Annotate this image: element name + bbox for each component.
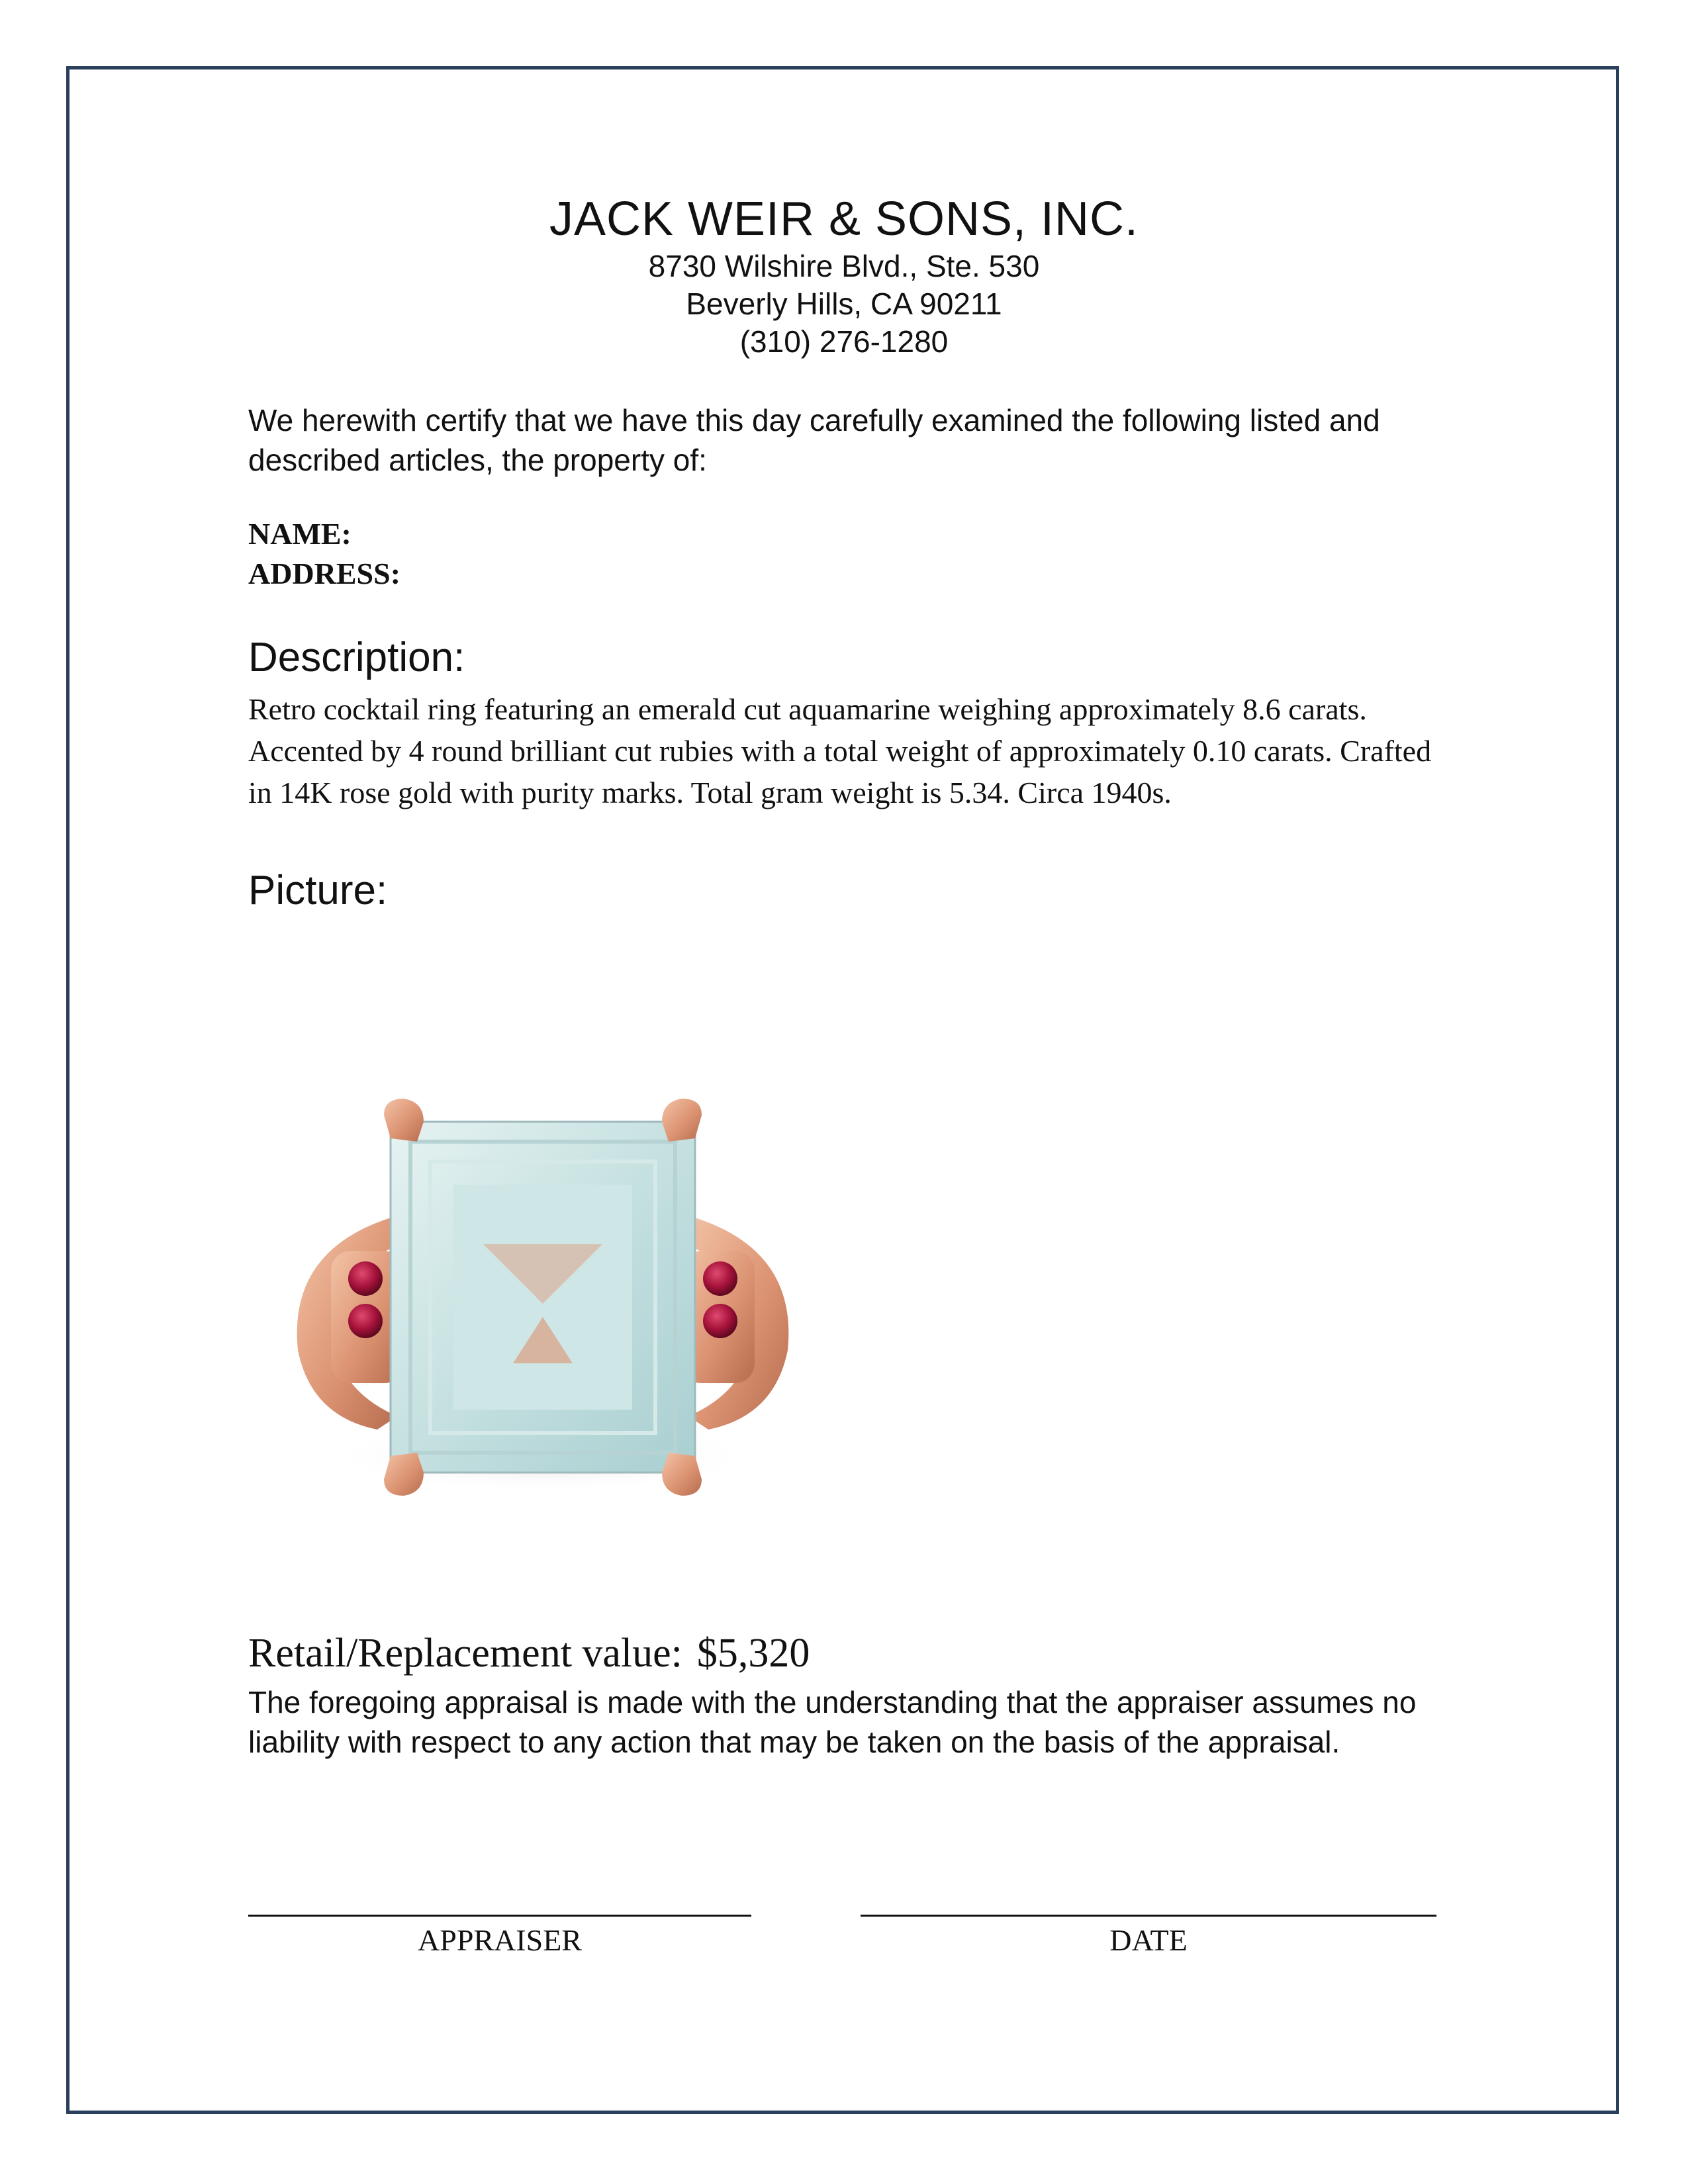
- value-amount: $5,320: [696, 1631, 810, 1676]
- ring-prong: [662, 1453, 702, 1496]
- ring-prong: [384, 1099, 424, 1142]
- ruby-stone: [348, 1304, 383, 1338]
- certification-statement: We herewith certify that we have this day carefully examined the following listed and described articles, the property of:: [248, 403, 1380, 477]
- ruby-stone: [703, 1261, 737, 1296]
- ring-prong: [384, 1453, 424, 1496]
- ruby-stone: [348, 1261, 383, 1296]
- appraiser-label: APPRAISER: [418, 1923, 582, 1957]
- ruby-stone: [703, 1304, 737, 1338]
- picture-heading: Picture:: [248, 868, 388, 913]
- company-phone: (310) 276-1280: [739, 324, 949, 359]
- value-label: Retail/Replacement value:: [248, 1631, 682, 1676]
- company-address-line2: Beverly Hills, CA 90211: [686, 287, 1002, 321]
- company-name: JACK WEIR & SONS, INC.: [549, 193, 1139, 246]
- description-text: Retro cocktail ring featuring an emerald cut aquamarine weighing approximately 8.6 carats. Accented by 4 round brilliant cut rubies with a total weight of approximately 0.10 carats. Crafted in 14K rose gold with purity marks. Total gram weight is 5.34. Circa 1940s.: [248, 692, 1432, 809]
- company-address-line1: 8730 Wilshire Blvd., Ste. 530: [648, 249, 1040, 283]
- date-label: DATE: [1109, 1923, 1188, 1957]
- address-label: ADDRESS:: [248, 557, 401, 590]
- liability-disclaimer: The foregoing appraisal is made with the understanding that the appraiser assumes no liability with respect to any action that may be taken on the basis of the appraisal.: [248, 1685, 1417, 1759]
- ring-photo: [285, 1085, 801, 1509]
- ring-prong: [662, 1099, 702, 1142]
- replacement-value: [248, 1630, 810, 1677]
- date-signature-line: [861, 1915, 1436, 1917]
- description-heading: Description:: [248, 635, 465, 680]
- appraiser-signature-line: [248, 1915, 751, 1917]
- name-label: NAME:: [248, 517, 352, 551]
